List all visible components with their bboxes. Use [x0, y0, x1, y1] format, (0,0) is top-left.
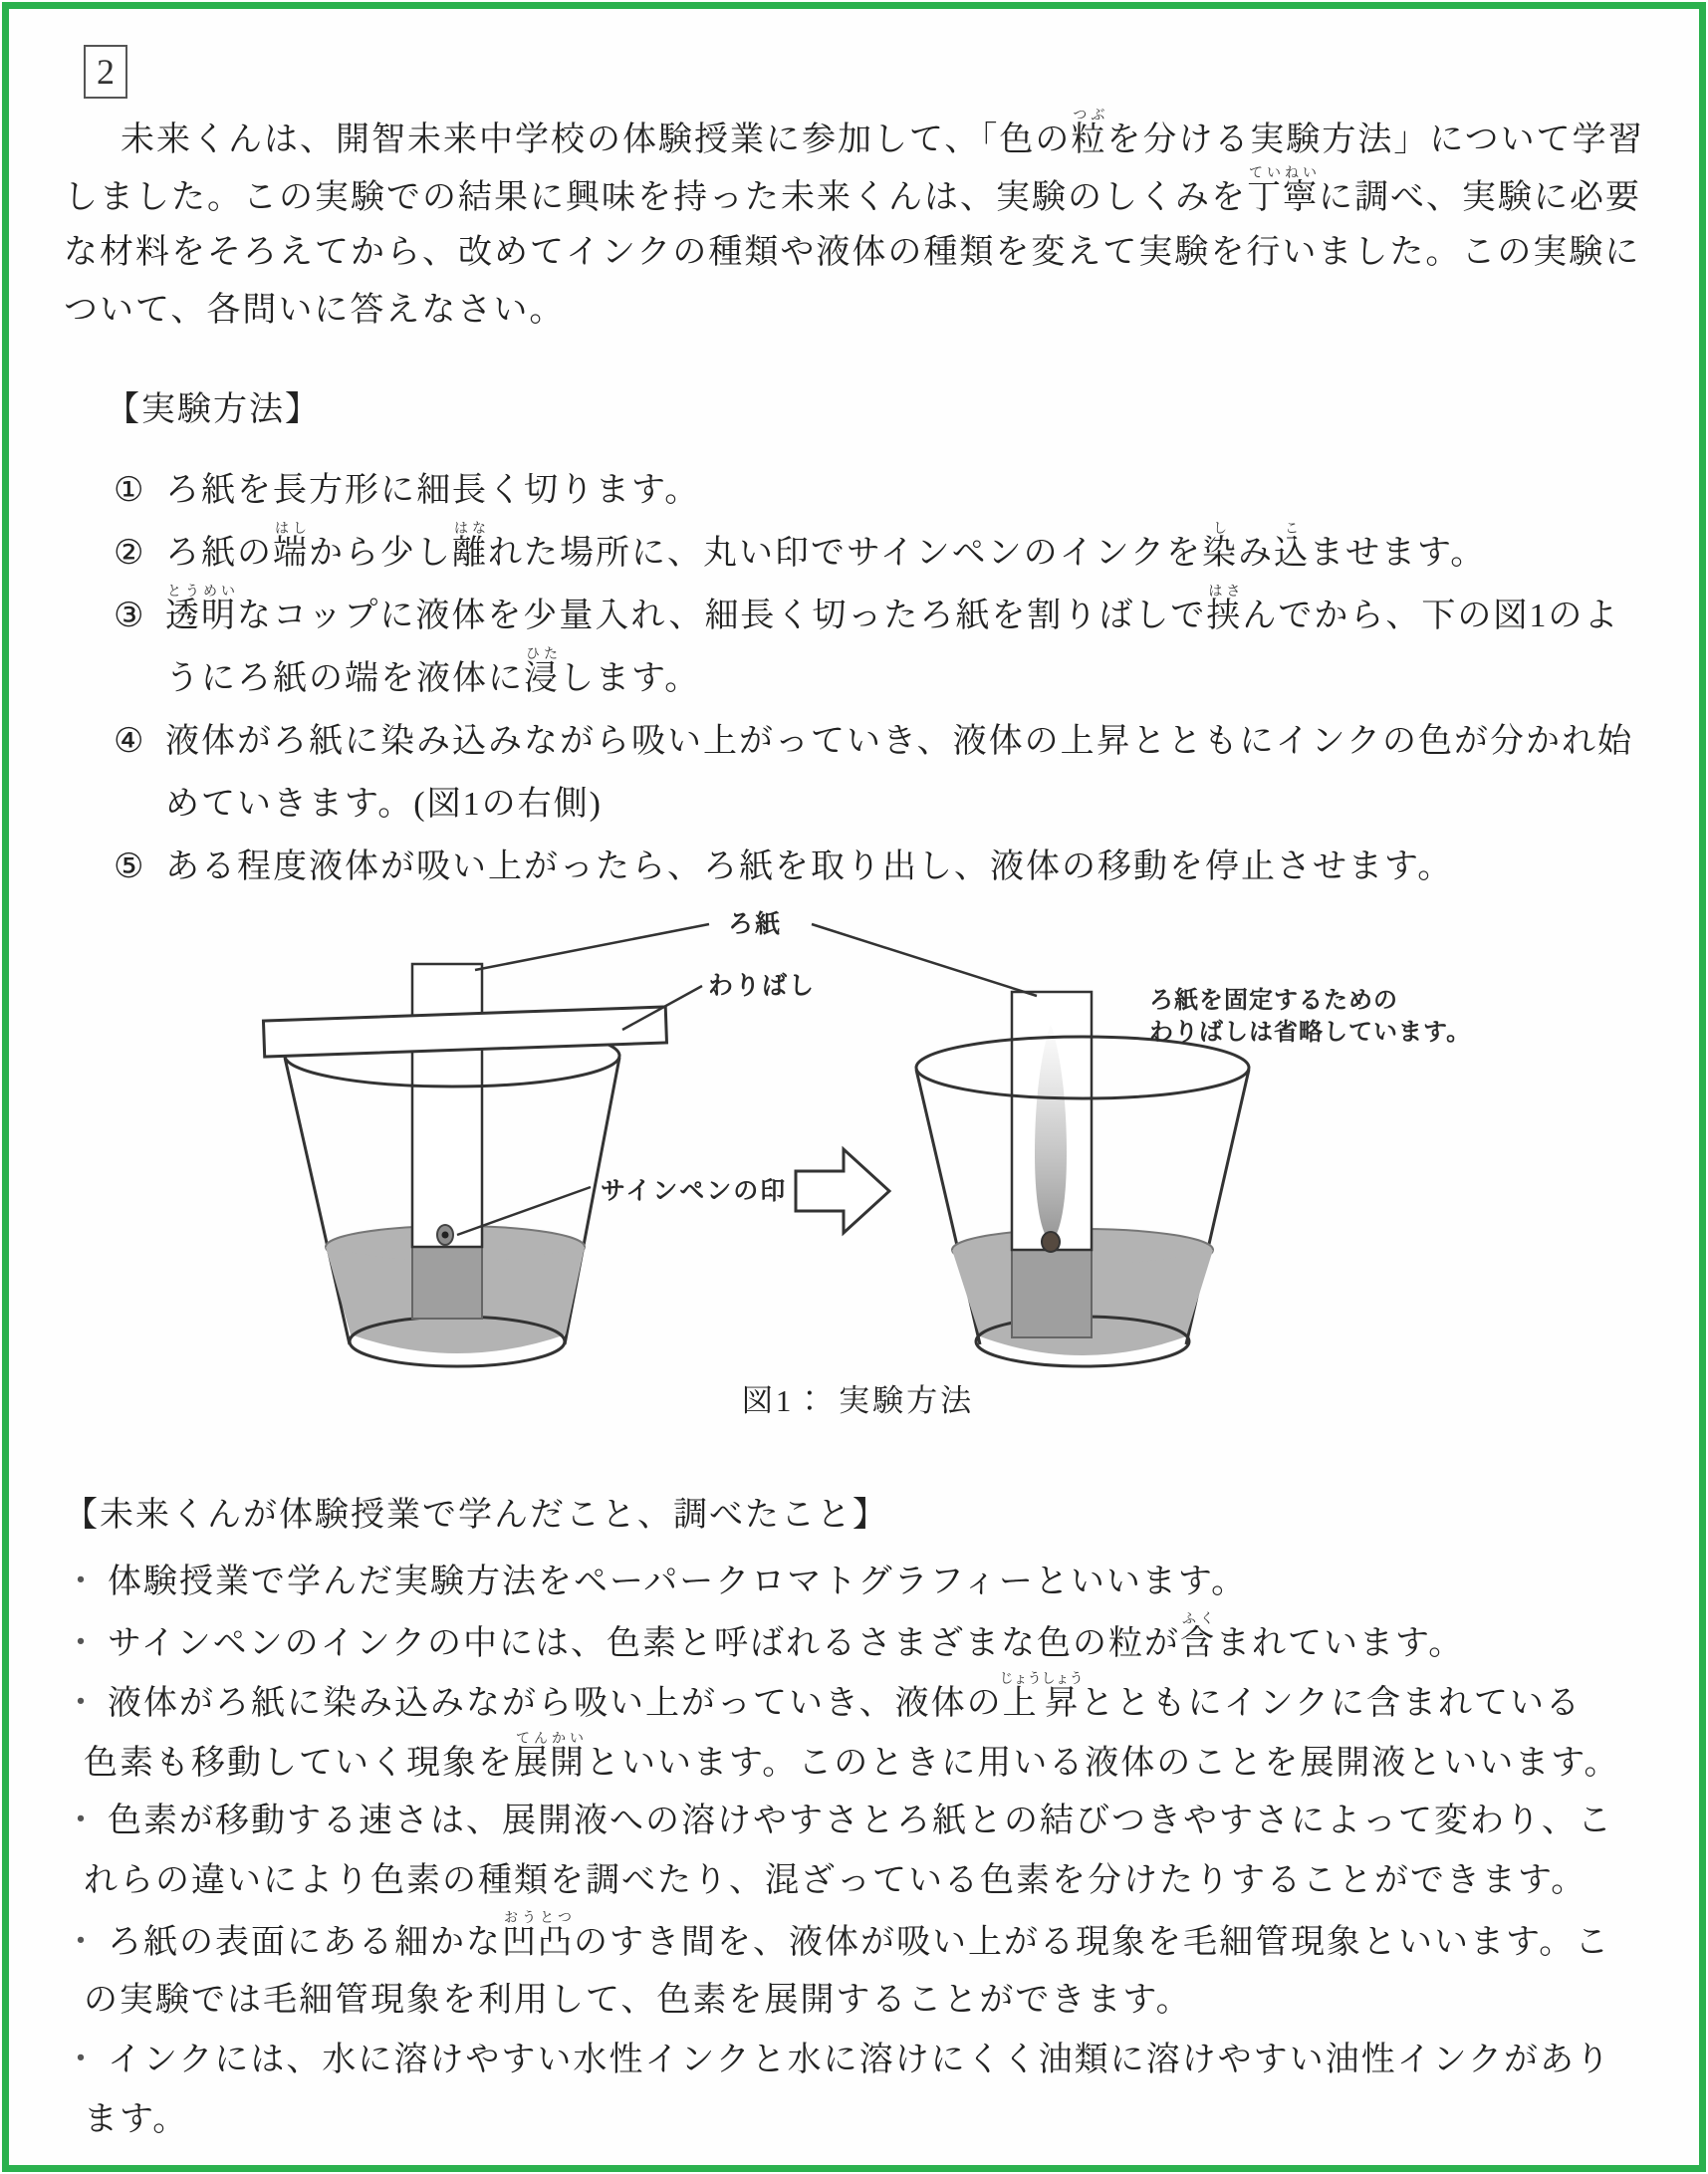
- intro-line: しました。この実験での結果に興味を持った未来くんは、実験のしくみを丁寧ていねいに調べ、実験に必要: [64, 166, 1641, 216]
- step-text-continuation: めていきます。(図1の右側): [165, 786, 603, 823]
- step-text: ろ紙を長方形に細長く切ります。: [165, 472, 701, 509]
- arrow-right-icon: [796, 1149, 889, 1233]
- problem-number-box: [84, 45, 127, 99]
- bullet-marker: ・: [64, 1803, 100, 1839]
- bullet-text: 体験授業で学んだ実験方法をペーパークロマトグラフィーといいます。: [108, 1564, 1248, 1600]
- figure-1: [9, 886, 1706, 1423]
- bullet-marker: ・: [64, 1625, 100, 1662]
- chopstick-group: [263, 1007, 666, 1057]
- step-marker: ②: [114, 535, 146, 572]
- bullet-item: [64, 1672, 1659, 1732]
- bullet-marker: ・: [64, 1685, 100, 1722]
- step-item: [64, 585, 1659, 647]
- step-item: [64, 710, 1659, 773]
- page-content: [64, 45, 1659, 2150]
- step-marker: ⑤: [114, 848, 146, 885]
- bullet-item: [64, 1553, 1659, 1612]
- intro-line: な材料をそろえてから、改めてインクの種類や液体の種類を変えて実験を行いました。この実験に: [64, 234, 1641, 271]
- experiment-method-heading: 【実験方法】: [106, 391, 321, 428]
- intro-line: 未来くんは、開智未来中学校の体験授業に参加して、「色の粒つぶを分ける実験方法」について学習: [121, 109, 1644, 158]
- step-text: ろ紙の端はしから少し離はなれた場所に、丸い印でサインペンのインクを染しみ込こませます。: [165, 522, 1487, 572]
- step-marker: ④: [114, 723, 146, 760]
- problem-number: 2: [97, 52, 115, 92]
- bullet-marker: ・: [64, 2042, 100, 2078]
- experiment-steps: [64, 459, 1659, 898]
- left-paper-strip: [412, 964, 482, 1247]
- bullet-text: 色素が移動する速さは、展開液への溶けやすさとろ紙との結びつきやすさによって変わり、こ: [108, 1803, 1613, 1839]
- bullet-text: ろ紙の表面にある細かな凹凸おうとつのすき間を、液体が吸い上がる現象を毛細管現象といいます。こ: [108, 1911, 1611, 1961]
- step-text: 液体がろ紙に染み込みながら吸い上がっていき、液体の上昇とともにインクの色が分かれ始: [165, 723, 1633, 760]
- intro-line: ついて、各問いに答えなさい。: [64, 292, 566, 329]
- figure-note-line1: ろ紙を固定するための: [1149, 987, 1398, 1014]
- bullet-text-continuation: 色素も移動していく現象を展開てんかいといいます。このときに用いる液体のことを展開液といいます。: [84, 1732, 1620, 1782]
- intro-paragraph: [64, 109, 1659, 340]
- bullet-text: 液体がろ紙に染み込みながら吸い上がっていき、液体の上昇じょうしょうとともにインクに含まれている: [108, 1672, 1582, 1722]
- leader-line-paper-right: [812, 924, 1037, 996]
- bullet-item: [64, 1612, 1659, 1672]
- right-paper-strip-submerged: [1012, 1250, 1092, 1337]
- right-cup-apparatus: [916, 992, 1249, 1366]
- step-text-continuation: うにろ紙の端を液体に浸ひたします。: [165, 647, 701, 697]
- chopsticks-label: わりばし: [708, 972, 817, 1000]
- leader-line-paper-left: [475, 924, 709, 970]
- bullet-text-continuation: ます。: [84, 2101, 189, 2138]
- pen-mark-dot-center: [442, 1232, 449, 1239]
- figure-caption: 図1： 実験方法: [741, 1383, 975, 1418]
- step-text: 透明とうめいなコップに液体を少量入れ、細長く切ったろ紙を割りばしで挟はさんでから、下の図1のよ: [165, 585, 1620, 634]
- step-marker: ①: [114, 472, 146, 509]
- bullet-text-continuation: れらの違いにより色素の種類を調べたり、混ざっている色素を分けたりすることができます。: [84, 1862, 1587, 1899]
- bullet-marker: ・: [64, 1564, 100, 1600]
- chopstick: [263, 1007, 666, 1057]
- step-text: ある程度液体が吸い上がったら、ろ紙を取り出し、液体の移動を停止させます。: [165, 848, 1454, 885]
- pen-mark-label: サインペンの印: [601, 1177, 788, 1205]
- right-pen-mark-dot: [1042, 1232, 1060, 1252]
- bullet-text: サインペンのインクの中には、色素と呼ばれるさまざまな色の粒が含ふくまれています。: [108, 1612, 1465, 1662]
- learned-bullet-list: [64, 1553, 1659, 2150]
- step-item: [64, 522, 1659, 585]
- left-cup-apparatus: [263, 964, 666, 1366]
- paper-label: ろ紙: [728, 910, 783, 938]
- figure-note-line2: わりばしは省略しています。: [1149, 1019, 1472, 1046]
- bullet-item: [64, 2031, 1659, 2090]
- left-paper-strip-submerged: [412, 1247, 482, 1319]
- step-item: [64, 459, 1659, 522]
- bullet-text-continuation: の実験では毛細管現象を利用して、色素を展開することができます。: [84, 1982, 1192, 2019]
- learned-section-heading: 【未来くんが体験授業で学んだこと、調べたこと】: [64, 1497, 888, 1534]
- bullet-marker: ・: [64, 1924, 100, 1961]
- document-page: [2, 2, 1706, 2172]
- bullet-item: [64, 1911, 1659, 1971]
- figure-1-drawing: [9, 886, 1706, 1379]
- bullet-text: インクには、水に溶けやすい水性インクと水に溶けにくく油類に溶けやすい油性インクがあり: [108, 2042, 1611, 2078]
- step-marker: ③: [114, 598, 146, 634]
- bullet-item: [64, 1792, 1659, 1851]
